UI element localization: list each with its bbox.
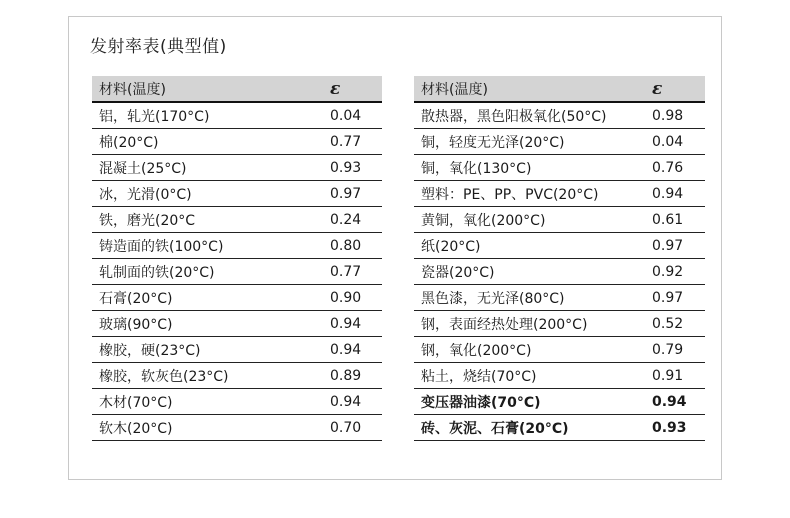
emissivity-cell: 0.94: [318, 311, 382, 337]
table-row: [414, 363, 705, 389]
material-cell: 散热器，黑色阳极氧化(50°C): [414, 102, 640, 129]
material-cell: 橡胶，软灰色(23°C): [92, 363, 318, 389]
material-cell: 木材(70°C): [92, 389, 318, 415]
table-row: [414, 415, 705, 441]
table-row: [92, 285, 382, 311]
material-cell: 黑色漆，无光泽(80°C): [414, 285, 640, 311]
table-body: [414, 102, 705, 441]
table-row: [92, 155, 382, 181]
table-row: [92, 311, 382, 337]
column-header-material: 材料(温度): [414, 76, 640, 102]
emissivity-table-left: [92, 76, 382, 441]
table-row: [92, 181, 382, 207]
material-cell: 瓷器(20°C): [414, 259, 640, 285]
table-row: [92, 233, 382, 259]
emissivity-cell: 0.80: [318, 233, 382, 259]
emissivity-cell: 0.04: [318, 102, 382, 129]
table-row: [414, 389, 705, 415]
material-cell: 塑料：PE、PP、PVC(20°C): [414, 181, 640, 207]
table-row: [92, 363, 382, 389]
emissivity-card: [68, 16, 722, 480]
table-body: [92, 102, 382, 441]
material-cell: 钢，氧化(200°C): [414, 337, 640, 363]
table-header-row: [414, 76, 705, 102]
material-cell: 变压器油漆(70°C): [414, 389, 640, 415]
emissivity-cell: 0.77: [318, 259, 382, 285]
table-row: [92, 389, 382, 415]
emissivity-cell: 0.91: [640, 363, 705, 389]
emissivity-cell: 0.94: [640, 389, 705, 415]
emissivity-cell: 0.98: [640, 102, 705, 129]
table-row: [414, 207, 705, 233]
material-cell: 钢，表面经热处理(200°C): [414, 311, 640, 337]
material-cell: 混凝土(25°C): [92, 155, 318, 181]
table-row: [92, 337, 382, 363]
emissivity-cell: 0.92: [640, 259, 705, 285]
material-cell: 轧制面的铁(20°C): [92, 259, 318, 285]
table-row: [92, 129, 382, 155]
table-row: [414, 259, 705, 285]
material-cell: 玻璃(90°C): [92, 311, 318, 337]
material-cell: 铝，轧光(170°C): [92, 102, 318, 129]
column-header-emissivity: ε: [318, 76, 382, 102]
table-row: [414, 102, 705, 129]
emissivity-cell: 0.97: [318, 181, 382, 207]
emissivity-cell: 0.97: [640, 233, 705, 259]
emissivity-cell: 0.90: [318, 285, 382, 311]
table-row: [414, 285, 705, 311]
page-title: 发射率表(典型值): [90, 37, 227, 57]
material-cell: 纸(20°C): [414, 233, 640, 259]
table-row: [414, 181, 705, 207]
emissivity-cell: 0.94: [318, 389, 382, 415]
emissivity-cell: 0.61: [640, 207, 705, 233]
material-cell: 冰，光滑(0°C): [92, 181, 318, 207]
material-cell: 铜，氧化(130°C): [414, 155, 640, 181]
emissivity-cell: 0.79: [640, 337, 705, 363]
table-row: [92, 207, 382, 233]
table-row: [414, 233, 705, 259]
emissivity-cell: 0.76: [640, 155, 705, 181]
table-row: [92, 415, 382, 441]
material-cell: 砖、灰泥、石膏(20°C): [414, 415, 640, 441]
material-cell: 黄铜，氧化(200°C): [414, 207, 640, 233]
emissivity-cell: 0.93: [640, 415, 705, 441]
material-cell: 粘土，烧结(70°C): [414, 363, 640, 389]
emissivity-cell: 0.94: [640, 181, 705, 207]
emissivity-cell: 0.24: [318, 207, 382, 233]
column-header-emissivity: ε: [640, 76, 705, 102]
table-row: [414, 337, 705, 363]
table-row: [92, 259, 382, 285]
material-cell: 铜，轻度无光泽(20°C): [414, 129, 640, 155]
emissivity-cell: 0.77: [318, 129, 382, 155]
emissivity-cell: 0.89: [318, 363, 382, 389]
table-row: [414, 311, 705, 337]
table-row: [414, 155, 705, 181]
table-row: [92, 102, 382, 129]
material-cell: 棉(20°C): [92, 129, 318, 155]
emissivity-cell: 0.93: [318, 155, 382, 181]
emissivity-table-right: [414, 76, 705, 441]
table-row: [414, 129, 705, 155]
material-cell: 石膏(20°C): [92, 285, 318, 311]
material-cell: 铸造面的铁(100°C): [92, 233, 318, 259]
material-cell: 软木(20°C): [92, 415, 318, 441]
table-header-row: [92, 76, 382, 102]
emissivity-cell: 0.52: [640, 311, 705, 337]
emissivity-cell: 0.04: [640, 129, 705, 155]
material-cell: 橡胶，硬(23°C): [92, 337, 318, 363]
material-cell: 铁，磨光(20°C: [92, 207, 318, 233]
column-header-material: 材料(温度): [92, 76, 318, 102]
emissivity-cell: 0.97: [640, 285, 705, 311]
emissivity-cell: 0.94: [318, 337, 382, 363]
emissivity-cell: 0.70: [318, 415, 382, 441]
